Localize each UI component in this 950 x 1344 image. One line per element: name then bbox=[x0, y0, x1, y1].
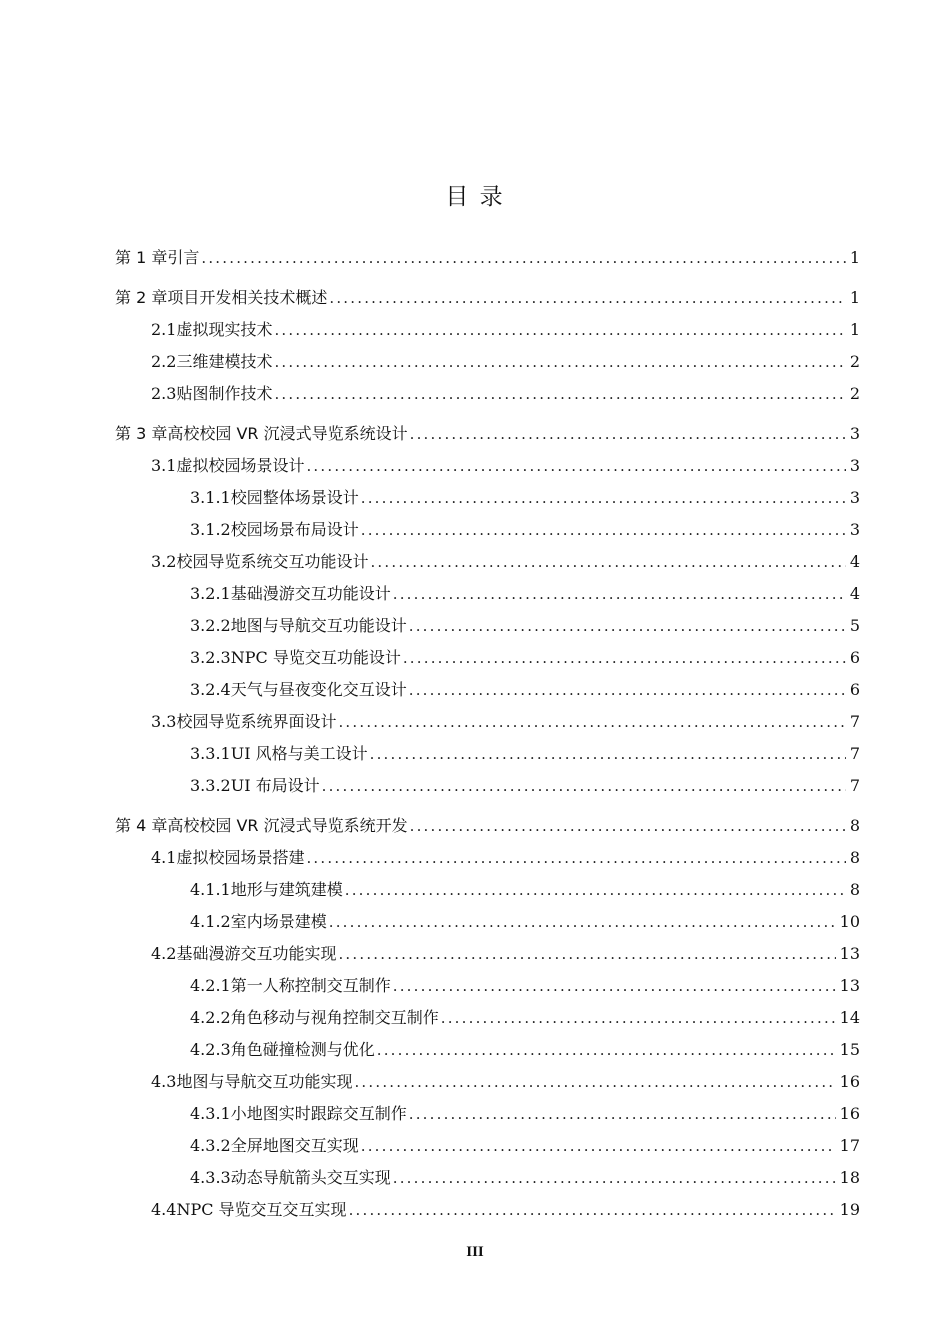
toc-entry-page: 1 bbox=[849, 320, 860, 339]
toc-entry[interactable] bbox=[190, 615, 860, 637]
toc-entry-label: 校园整体场景设计 bbox=[230, 488, 359, 507]
toc-leader-dots bbox=[322, 775, 846, 797]
toc-entry-label: 角色碰撞检测与优化 bbox=[230, 1040, 375, 1059]
toc-entry-label: 校园场景布局设计 bbox=[230, 520, 359, 539]
toc-entry[interactable] bbox=[151, 1199, 860, 1221]
toc-entry-page: 16 bbox=[839, 1072, 860, 1091]
toc-entry-page: 10 bbox=[839, 912, 860, 931]
toc-entry-number: 3.1.2 bbox=[190, 520, 231, 539]
toc-entry[interactable] bbox=[190, 519, 860, 541]
toc-entry-page: 1 bbox=[849, 248, 860, 267]
toc-entry-label: 全屏地图交互实现 bbox=[230, 1136, 359, 1155]
toc-entry[interactable] bbox=[115, 423, 860, 445]
toc-entry-page: 18 bbox=[839, 1168, 860, 1187]
toc-entry-label: 基础漫游交互功能设计 bbox=[230, 584, 391, 603]
toc-leader-dots bbox=[393, 583, 846, 605]
toc-leader-dots bbox=[274, 351, 845, 373]
toc-leader-dots bbox=[441, 1007, 836, 1029]
toc-entry-number: 3.3.1 bbox=[190, 744, 231, 763]
toc-entry-number: 4.1.2 bbox=[190, 912, 231, 931]
toc-leader-dots bbox=[370, 551, 845, 573]
toc-leader-dots bbox=[349, 1199, 836, 1221]
toc-entry-number: 4.2.1 bbox=[190, 976, 231, 995]
toc-entry-page: 7 bbox=[849, 712, 860, 731]
toc-entry[interactable] bbox=[190, 679, 860, 701]
toc-entry-label: 动态导航箭头交互实现 bbox=[230, 1168, 391, 1187]
toc-entry-page: 2 bbox=[849, 352, 860, 371]
toc-entry[interactable] bbox=[151, 943, 860, 965]
toc-entry[interactable] bbox=[115, 247, 860, 269]
toc-entry[interactable] bbox=[151, 319, 860, 341]
toc-entry-number: 3.2.1 bbox=[190, 584, 231, 603]
toc-entry-number: 第 4 章 bbox=[115, 816, 168, 835]
toc-entry-label: 角色移动与视角控制交互制作 bbox=[230, 1008, 439, 1027]
toc-entry-label: 项目开发相关技术概述 bbox=[167, 288, 328, 307]
toc-entry-number: 4.4 bbox=[151, 1200, 177, 1219]
toc-leader-dots bbox=[354, 1071, 835, 1093]
toc-entry-label: UI 布局设计 bbox=[230, 776, 320, 795]
toc-entry[interactable] bbox=[151, 847, 860, 869]
toc-entry-number: 4.1.1 bbox=[190, 880, 231, 899]
toc-leader-dots bbox=[361, 519, 846, 541]
toc-entry-label: 贴图制作技术 bbox=[176, 384, 273, 403]
toc-entry[interactable] bbox=[190, 743, 860, 765]
toc-entry-number: 第 1 章 bbox=[115, 248, 168, 267]
toc-entry-number: 4.2.2 bbox=[190, 1008, 231, 1027]
toc-entry-number: 2.2 bbox=[151, 352, 177, 371]
toc-leader-dots bbox=[201, 247, 845, 269]
toc-leader-dots bbox=[409, 679, 846, 701]
toc-leader-dots bbox=[361, 487, 846, 509]
toc-entry[interactable] bbox=[151, 1071, 860, 1093]
toc-entry-number: 4.3.2 bbox=[190, 1136, 231, 1155]
toc-entry-number: 4.3.1 bbox=[190, 1104, 231, 1123]
toc-entry-label: 地图与导航交互功能实现 bbox=[176, 1072, 353, 1091]
toc-entry[interactable] bbox=[190, 775, 860, 797]
toc-entry-number: 3.1.1 bbox=[190, 488, 231, 507]
toc-entry-label: 虚拟现实技术 bbox=[176, 320, 273, 339]
toc-entry[interactable] bbox=[190, 1167, 860, 1189]
toc-entry-label: 三维建模技术 bbox=[176, 352, 273, 371]
toc-leader-dots bbox=[338, 711, 845, 733]
toc-entry-number: 3.1 bbox=[151, 456, 177, 475]
toc-entry-label: 校园导览系统交互功能设计 bbox=[176, 552, 369, 571]
toc-entry-number: 2.3 bbox=[151, 384, 177, 403]
toc-entry-page: 3 bbox=[849, 456, 860, 475]
toc-entry-page: 8 bbox=[849, 816, 860, 835]
toc-entry-page: 1 bbox=[849, 288, 860, 307]
toc-leader-dots bbox=[361, 1135, 836, 1157]
toc-entry-number: 4.3.3 bbox=[190, 1168, 231, 1187]
toc-entry[interactable] bbox=[151, 455, 860, 477]
toc-entry-label: 第一人称控制交互制作 bbox=[230, 976, 391, 995]
toc-entry-label: 室内场景建模 bbox=[230, 912, 327, 931]
toc-entry[interactable] bbox=[151, 711, 860, 733]
page-number-footer: III bbox=[466, 1244, 484, 1260]
toc-entry-page: 17 bbox=[839, 1136, 860, 1155]
toc-entry[interactable] bbox=[115, 815, 860, 837]
toc-entry-page: 13 bbox=[839, 944, 860, 963]
toc-entry[interactable] bbox=[190, 1007, 860, 1029]
toc-entry-number: 第 2 章 bbox=[115, 288, 168, 307]
toc-entry[interactable] bbox=[190, 487, 860, 509]
toc-entry-page: 4 bbox=[849, 552, 860, 571]
toc-entry-label: 天气与昼夜变化交互设计 bbox=[230, 680, 407, 699]
toc-leader-dots bbox=[393, 1167, 836, 1189]
toc-entry-page: 16 bbox=[839, 1104, 860, 1123]
toc-entry-number: 4.3 bbox=[151, 1072, 177, 1091]
toc-entry-label: UI 风格与美工设计 bbox=[230, 744, 368, 763]
toc-entry-label: 校园导览系统界面设计 bbox=[176, 712, 337, 731]
toc-leader-dots bbox=[393, 975, 836, 997]
toc-entry-label: NPC 导览交互交互实现 bbox=[176, 1200, 347, 1219]
toc-entry-label: NPC 导览交互功能设计 bbox=[230, 648, 401, 667]
toc-entry-page: 6 bbox=[849, 680, 860, 699]
toc-entry[interactable] bbox=[190, 647, 860, 669]
toc-entry-page: 7 bbox=[849, 744, 860, 763]
toc-leader-dots bbox=[329, 911, 836, 933]
toc-entry-page: 2 bbox=[849, 384, 860, 403]
toc-entry-page: 19 bbox=[839, 1200, 860, 1219]
toc-entry-number: 2.1 bbox=[151, 320, 177, 339]
toc-entry-number: 4.2 bbox=[151, 944, 177, 963]
toc-entry-label: 高校校园 VR 沉浸式导览系统开发 bbox=[167, 816, 408, 835]
toc-leader-dots bbox=[377, 1039, 836, 1061]
toc-entry[interactable] bbox=[190, 583, 860, 605]
toc-leader-dots bbox=[274, 319, 845, 341]
toc-leader-dots bbox=[370, 743, 846, 765]
toc-entry[interactable] bbox=[190, 1039, 860, 1061]
toc-entry-label: 虚拟校园场景设计 bbox=[176, 456, 305, 475]
toc-entry[interactable] bbox=[151, 551, 860, 573]
toc-leader-dots bbox=[403, 647, 846, 669]
toc-entry-number: 3.2 bbox=[151, 552, 177, 571]
toc-leader-dots bbox=[410, 423, 846, 445]
toc-entry-label: 高校校园 VR 沉浸式导览系统设计 bbox=[167, 424, 408, 443]
toc-leader-dots bbox=[409, 1103, 836, 1125]
toc-leader-dots bbox=[409, 615, 846, 637]
toc-entry-number: 3.2.4 bbox=[190, 680, 231, 699]
toc-leader-dots bbox=[274, 383, 845, 405]
toc-entry-page: 3 bbox=[849, 424, 860, 443]
toc-entry-number: 3.3 bbox=[151, 712, 177, 731]
toc-entry[interactable] bbox=[151, 351, 860, 373]
toc-entry-page: 15 bbox=[839, 1040, 860, 1059]
toc-leader-dots bbox=[329, 287, 845, 309]
toc-entry[interactable] bbox=[190, 879, 860, 901]
toc-entry-label: 虚拟校园场景搭建 bbox=[176, 848, 305, 867]
toc-entry-page: 7 bbox=[849, 776, 860, 795]
toc-entry-label: 地图与导航交互功能设计 bbox=[230, 616, 407, 635]
toc-entry-label: 小地图实时跟踪交互制作 bbox=[230, 1104, 407, 1123]
toc-leader-dots bbox=[338, 943, 835, 965]
toc-entry-number: 第 3 章 bbox=[115, 424, 168, 443]
toc-entry[interactable] bbox=[190, 975, 860, 997]
toc-entry-page: 3 bbox=[849, 488, 860, 507]
toc-entry-page: 14 bbox=[839, 1008, 860, 1027]
toc-entry-number: 4.1 bbox=[151, 848, 177, 867]
page-title: 目 录 bbox=[445, 184, 505, 210]
toc-entry[interactable] bbox=[190, 1103, 860, 1125]
toc-entry-label: 基础漫游交互功能实现 bbox=[176, 944, 337, 963]
toc-entry-page: 13 bbox=[839, 976, 860, 995]
toc-leader-dots bbox=[410, 815, 846, 837]
toc-entry-page: 4 bbox=[849, 584, 860, 603]
toc-entry-page: 8 bbox=[849, 848, 860, 867]
toc-entry-number: 4.2.3 bbox=[190, 1040, 231, 1059]
toc-leader-dots bbox=[345, 879, 846, 901]
toc-entry-number: 3.3.2 bbox=[190, 776, 231, 795]
toc-entry[interactable] bbox=[190, 911, 860, 933]
toc-entry-label: 引言 bbox=[167, 248, 200, 267]
toc-entry-number: 3.2.3 bbox=[190, 648, 231, 667]
toc-entry-label: 地形与建筑建模 bbox=[230, 880, 343, 899]
toc-entry[interactable] bbox=[151, 383, 860, 405]
toc-leader-dots bbox=[306, 847, 845, 869]
toc-entry-page: 5 bbox=[849, 616, 860, 635]
toc-entry[interactable] bbox=[190, 1135, 860, 1157]
toc-entry-page: 8 bbox=[849, 880, 860, 899]
toc-entry[interactable] bbox=[115, 287, 860, 309]
toc-entry-number: 3.2.2 bbox=[190, 616, 231, 635]
toc-entry-page: 3 bbox=[849, 520, 860, 539]
toc-entry-page: 6 bbox=[849, 648, 860, 667]
toc-leader-dots bbox=[306, 455, 845, 477]
